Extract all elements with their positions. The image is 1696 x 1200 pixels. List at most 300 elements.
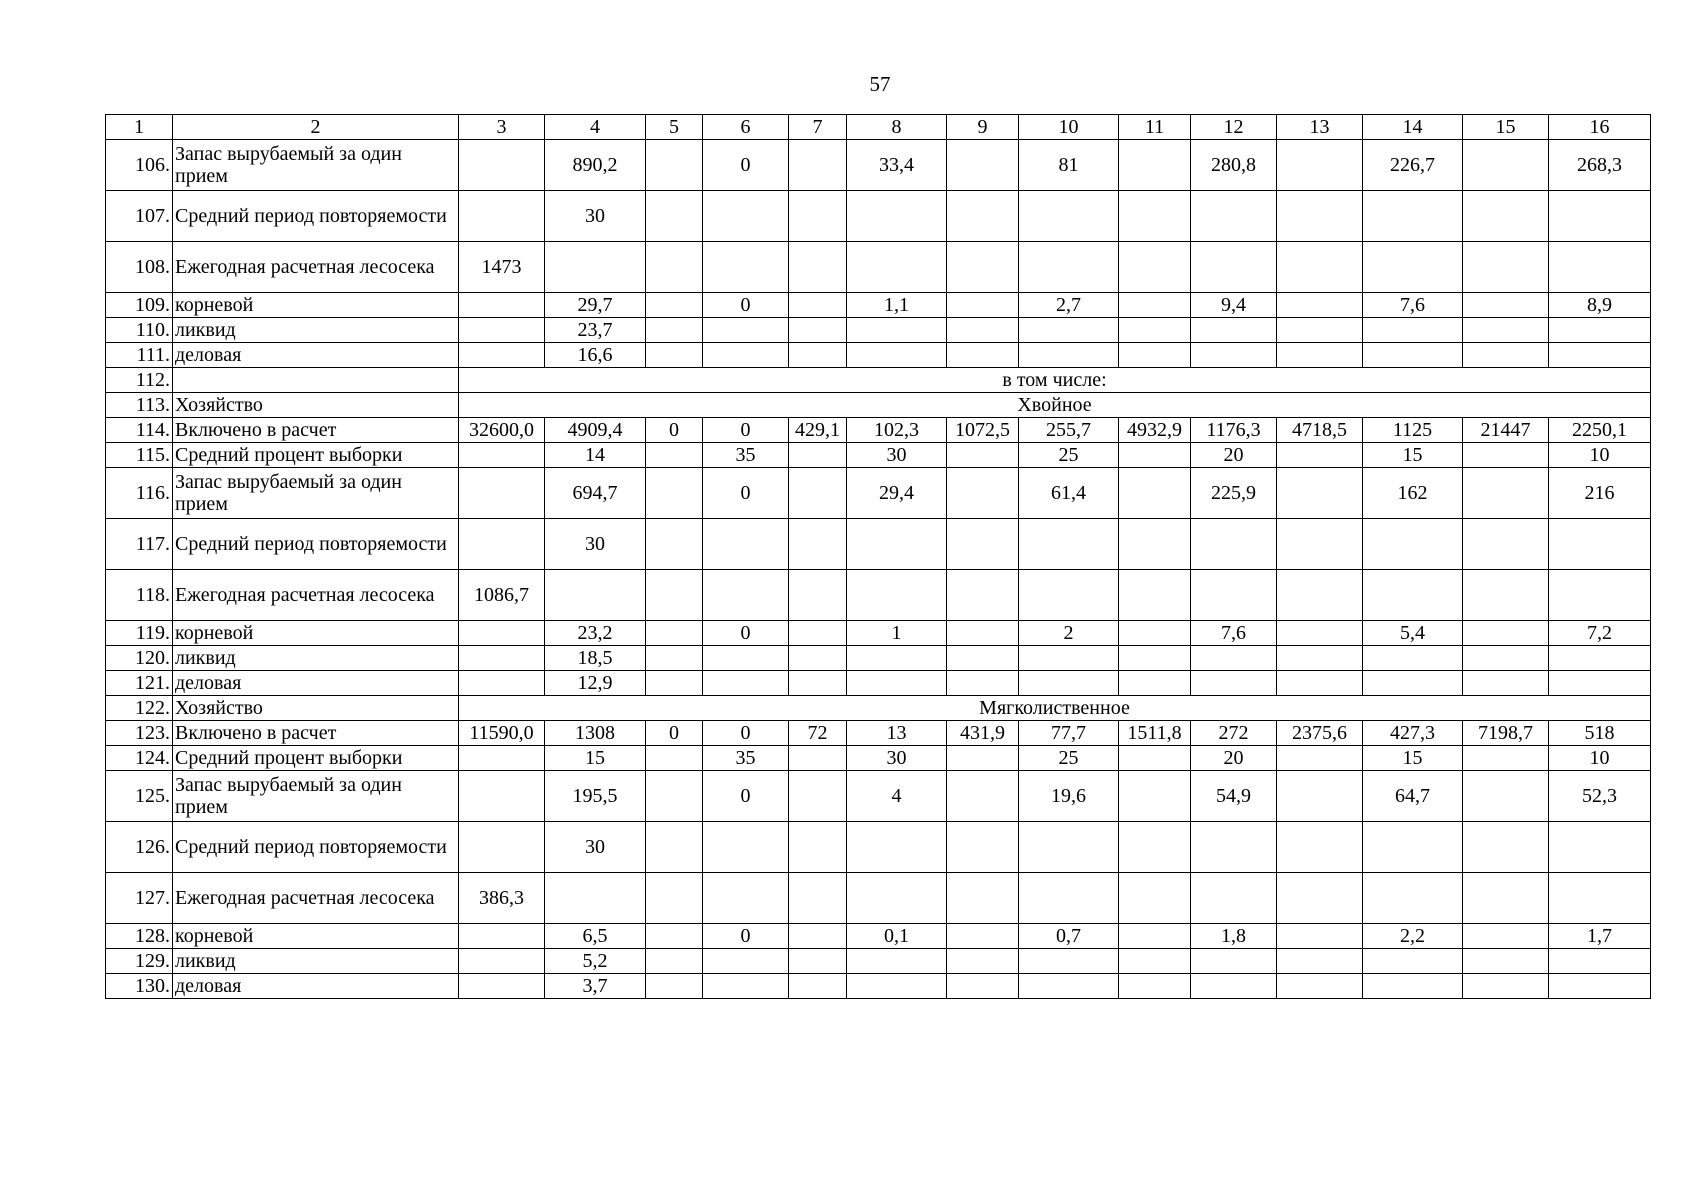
table-cell: 1308 xyxy=(545,721,646,746)
row-label-cell: корневой xyxy=(173,924,459,949)
table-cell xyxy=(789,873,847,924)
table-body xyxy=(106,115,1651,999)
table-cell xyxy=(947,873,1019,924)
table-cell xyxy=(1119,822,1191,873)
table-cell xyxy=(789,621,847,646)
table-cell: 226,7 xyxy=(1363,140,1463,191)
table-cell xyxy=(1277,949,1363,974)
table-cell: 64,7 xyxy=(1363,771,1463,822)
row-label-cell: Хозяйство xyxy=(173,696,459,721)
table-cell xyxy=(1363,974,1463,999)
table-cell xyxy=(847,191,947,242)
table-cell: 2,2 xyxy=(1363,924,1463,949)
table-cell xyxy=(459,343,545,368)
table-cell: 2250,1 xyxy=(1549,418,1651,443)
table-cell: 0 xyxy=(646,721,703,746)
table-cell xyxy=(1549,646,1651,671)
row-label-cell: деловая xyxy=(173,343,459,368)
table-cell: 429,1 xyxy=(789,418,847,443)
table-cell: 54,9 xyxy=(1191,771,1277,822)
table-cell xyxy=(1019,873,1119,924)
table-cell xyxy=(847,646,947,671)
table-cell: 30 xyxy=(847,443,947,468)
table-cell xyxy=(1463,191,1549,242)
row-number-cell: 110. xyxy=(106,318,173,343)
table-cell xyxy=(703,873,789,924)
table-cell xyxy=(1277,519,1363,570)
table-row xyxy=(106,873,1651,924)
row-label-cell: Средний период повторяемости xyxy=(173,822,459,873)
table-cell xyxy=(1463,468,1549,519)
table-cell: 9,4 xyxy=(1191,293,1277,318)
row-number-cell: 109. xyxy=(106,293,173,318)
table-cell xyxy=(1463,293,1549,318)
table-cell: 0 xyxy=(703,721,789,746)
table-header-cell: 7 xyxy=(789,115,847,140)
table-cell xyxy=(703,343,789,368)
table-cell xyxy=(459,519,545,570)
table-cell xyxy=(789,468,847,519)
table-cell xyxy=(1549,949,1651,974)
table-cell xyxy=(1277,191,1363,242)
table-cell xyxy=(1277,873,1363,924)
table-cell xyxy=(646,343,703,368)
table-cell: 280,8 xyxy=(1191,140,1277,191)
table-row xyxy=(106,924,1651,949)
table-cell xyxy=(1277,621,1363,646)
table-cell xyxy=(1119,671,1191,696)
page-number: 57 xyxy=(869,72,891,96)
table-cell xyxy=(1119,343,1191,368)
table-cell xyxy=(1119,140,1191,191)
table-cell xyxy=(459,140,545,191)
row-number-cell: 120. xyxy=(106,646,173,671)
table-cell xyxy=(1019,822,1119,873)
table-cell xyxy=(789,140,847,191)
table-cell xyxy=(947,822,1019,873)
table-cell xyxy=(847,519,947,570)
table-cell: 15 xyxy=(545,746,646,771)
table-cell xyxy=(1119,646,1191,671)
table-cell: 25 xyxy=(1019,443,1119,468)
row-number-cell: 115. xyxy=(106,443,173,468)
table-cell: 10 xyxy=(1549,746,1651,771)
table-cell xyxy=(1549,242,1651,293)
table-cell: 4718,5 xyxy=(1277,418,1363,443)
table-cell xyxy=(646,924,703,949)
table-row xyxy=(106,191,1651,242)
row-label-cell: Хозяйство xyxy=(173,393,459,418)
table-cell: 1125 xyxy=(1363,418,1463,443)
table-cell: 1473 xyxy=(459,242,545,293)
table-cell: 1176,3 xyxy=(1191,418,1277,443)
row-label-cell: Средний период повторяемости xyxy=(173,191,459,242)
table-header-cell: 9 xyxy=(947,115,1019,140)
table-cell: 1 xyxy=(847,621,947,646)
table-cell: 431,9 xyxy=(947,721,1019,746)
row-label-cell: ликвид xyxy=(173,318,459,343)
table-cell: 890,2 xyxy=(545,140,646,191)
row-number-cell: 128. xyxy=(106,924,173,949)
table-cell xyxy=(847,671,947,696)
row-number-cell: 125. xyxy=(106,771,173,822)
table-cell: 0 xyxy=(703,621,789,646)
table-cell: 33,4 xyxy=(847,140,947,191)
table-cell xyxy=(947,974,1019,999)
table-cell xyxy=(1277,771,1363,822)
table-cell xyxy=(1191,570,1277,621)
table-cell xyxy=(1549,974,1651,999)
table-cell xyxy=(1463,671,1549,696)
table-cell xyxy=(1277,468,1363,519)
table-cell xyxy=(1191,646,1277,671)
table-cell xyxy=(947,621,1019,646)
table-cell xyxy=(459,974,545,999)
table-cell: 2,7 xyxy=(1019,293,1119,318)
table-cell xyxy=(1119,519,1191,570)
table-cell xyxy=(459,318,545,343)
table-cell xyxy=(847,974,947,999)
table-cell xyxy=(1463,343,1549,368)
table-cell xyxy=(947,771,1019,822)
table-cell xyxy=(1019,343,1119,368)
row-number-cell: 119. xyxy=(106,621,173,646)
row-label-cell: Средний процент выборки xyxy=(173,443,459,468)
table-cell xyxy=(1019,191,1119,242)
table-row xyxy=(106,621,1651,646)
table-row xyxy=(106,468,1651,519)
table-cell: 77,7 xyxy=(1019,721,1119,746)
row-number-cell: 121. xyxy=(106,671,173,696)
table-header-cell: 3 xyxy=(459,115,545,140)
table-cell xyxy=(1277,343,1363,368)
table-cell xyxy=(646,293,703,318)
table-cell: 15 xyxy=(1363,746,1463,771)
table-cell xyxy=(703,519,789,570)
table-cell: 1,7 xyxy=(1549,924,1651,949)
table-cell xyxy=(459,293,545,318)
table-cell xyxy=(703,318,789,343)
table-cell xyxy=(1119,293,1191,318)
table-cell: 386,3 xyxy=(459,873,545,924)
table-cell xyxy=(947,443,1019,468)
row-number-cell: 127. xyxy=(106,873,173,924)
table-cell xyxy=(1019,974,1119,999)
table-cell: 518 xyxy=(1549,721,1651,746)
table-cell xyxy=(1463,519,1549,570)
table-cell: 1,8 xyxy=(1191,924,1277,949)
row-number-cell: 112. xyxy=(106,368,173,393)
table-cell xyxy=(459,468,545,519)
table-cell xyxy=(545,570,646,621)
table-cell xyxy=(703,822,789,873)
table-cell xyxy=(947,140,1019,191)
table-cell xyxy=(1277,974,1363,999)
table-cell xyxy=(1363,242,1463,293)
table-cell: 15 xyxy=(1363,443,1463,468)
row-number-cell: 123. xyxy=(106,721,173,746)
table-cell: 0 xyxy=(703,140,789,191)
table-cell xyxy=(1119,191,1191,242)
table-cell: 81 xyxy=(1019,140,1119,191)
table-cell xyxy=(1277,924,1363,949)
table-cell xyxy=(1463,443,1549,468)
row-number-cell: 108. xyxy=(106,242,173,293)
table-header-cell: 14 xyxy=(1363,115,1463,140)
table-cell xyxy=(1549,343,1651,368)
table-cell: 14 xyxy=(545,443,646,468)
table-cell xyxy=(789,974,847,999)
table-cell xyxy=(947,570,1019,621)
table-row xyxy=(106,343,1651,368)
table-cell xyxy=(646,570,703,621)
table-cell xyxy=(1463,242,1549,293)
row-number-cell: 117. xyxy=(106,519,173,570)
table-row xyxy=(106,974,1651,999)
table-cell: 0 xyxy=(703,924,789,949)
table-cell xyxy=(947,746,1019,771)
table-cell: 2375,6 xyxy=(1277,721,1363,746)
section-heading-cell: Хвойное xyxy=(459,393,1651,418)
table-cell xyxy=(1277,822,1363,873)
row-label-cell: Средний процент выборки xyxy=(173,746,459,771)
table-cell: 3,7 xyxy=(545,974,646,999)
table-cell xyxy=(1119,873,1191,924)
table-row xyxy=(106,393,1651,418)
table-cell xyxy=(1463,746,1549,771)
table-header-cell: 15 xyxy=(1463,115,1549,140)
table-cell xyxy=(789,519,847,570)
table-row xyxy=(106,746,1651,771)
table-cell: 4932,9 xyxy=(1119,418,1191,443)
table-cell xyxy=(703,671,789,696)
table-cell xyxy=(947,949,1019,974)
table-cell xyxy=(947,519,1019,570)
table-cell: 272 xyxy=(1191,721,1277,746)
table-row xyxy=(106,519,1651,570)
table-cell: 16,6 xyxy=(545,343,646,368)
table-cell xyxy=(789,318,847,343)
table-row xyxy=(106,318,1651,343)
table-header-cell: 12 xyxy=(1191,115,1277,140)
row-number-cell: 118. xyxy=(106,570,173,621)
row-number-cell: 130. xyxy=(106,974,173,999)
table-cell xyxy=(1119,771,1191,822)
table-cell xyxy=(1363,318,1463,343)
table-cell: 52,3 xyxy=(1549,771,1651,822)
table-cell: 4 xyxy=(847,771,947,822)
table-cell xyxy=(1019,519,1119,570)
table-cell: 13 xyxy=(847,721,947,746)
table-cell: 30 xyxy=(847,746,947,771)
table-cell xyxy=(459,191,545,242)
table-cell xyxy=(459,646,545,671)
row-number-cell: 107. xyxy=(106,191,173,242)
table-header-cell: 4 xyxy=(545,115,646,140)
table-cell xyxy=(1363,671,1463,696)
row-label-cell xyxy=(173,368,459,393)
table-cell xyxy=(646,646,703,671)
table-cell xyxy=(1363,343,1463,368)
table-header-cell: 13 xyxy=(1277,115,1363,140)
table-cell xyxy=(459,771,545,822)
row-label-cell: Запас вырубаемый за один прием xyxy=(173,140,459,191)
table-cell: 1072,5 xyxy=(947,418,1019,443)
table-cell xyxy=(459,924,545,949)
table-cell xyxy=(646,873,703,924)
table-cell xyxy=(1363,873,1463,924)
table-cell xyxy=(1191,671,1277,696)
table-cell: 7,2 xyxy=(1549,621,1651,646)
table-cell: 30 xyxy=(545,519,646,570)
row-number-cell: 111. xyxy=(106,343,173,368)
table-cell xyxy=(1463,140,1549,191)
table-header-cell: 6 xyxy=(703,115,789,140)
table-row xyxy=(106,570,1651,621)
table-cell xyxy=(459,443,545,468)
table-cell xyxy=(1191,949,1277,974)
table-cell xyxy=(1191,519,1277,570)
table-cell xyxy=(789,949,847,974)
table-cell xyxy=(1277,646,1363,671)
table-cell: 23,7 xyxy=(545,318,646,343)
table-row xyxy=(106,646,1651,671)
table-cell: 29,4 xyxy=(847,468,947,519)
table-cell xyxy=(847,242,947,293)
table-cell xyxy=(1119,949,1191,974)
table-cell xyxy=(1191,822,1277,873)
table-cell: 694,7 xyxy=(545,468,646,519)
table-cell xyxy=(459,671,545,696)
table-cell xyxy=(1463,621,1549,646)
table-cell xyxy=(1119,318,1191,343)
table-cell xyxy=(646,242,703,293)
table-cell: 0,7 xyxy=(1019,924,1119,949)
table-cell xyxy=(947,924,1019,949)
table-header-cell: 8 xyxy=(847,115,947,140)
table-cell: 32600,0 xyxy=(459,418,545,443)
row-label-cell: Ежегодная расчетная лесосека xyxy=(173,242,459,293)
table-cell xyxy=(1191,318,1277,343)
table-cell: 29,7 xyxy=(545,293,646,318)
section-heading-cell: Мягколиственное xyxy=(459,696,1651,721)
row-label-cell: Включено в расчет xyxy=(173,418,459,443)
table-cell xyxy=(847,570,947,621)
table-row xyxy=(106,696,1651,721)
table-cell xyxy=(1019,646,1119,671)
table-cell: 7198,7 xyxy=(1463,721,1549,746)
table-cell xyxy=(1119,621,1191,646)
section-heading-cell: в том числе: xyxy=(459,368,1651,393)
table-cell: 195,5 xyxy=(545,771,646,822)
table-cell xyxy=(703,570,789,621)
table-cell xyxy=(646,974,703,999)
table-cell: 20 xyxy=(1191,746,1277,771)
table-cell: 20 xyxy=(1191,443,1277,468)
table-cell xyxy=(1191,873,1277,924)
table-cell xyxy=(947,646,1019,671)
table-cell xyxy=(646,519,703,570)
table-cell: 18,5 xyxy=(545,646,646,671)
table-cell xyxy=(703,191,789,242)
table-cell xyxy=(1463,924,1549,949)
table-cell: 216 xyxy=(1549,468,1651,519)
row-label-cell: Ежегодная расчетная лесосека xyxy=(173,570,459,621)
table-cell: 1511,8 xyxy=(1119,721,1191,746)
table-cell xyxy=(789,443,847,468)
table-cell xyxy=(789,671,847,696)
table-row xyxy=(106,368,1651,393)
table-row xyxy=(106,822,1651,873)
table-row xyxy=(106,721,1651,746)
table-cell xyxy=(1019,949,1119,974)
table-cell: 7,6 xyxy=(1191,621,1277,646)
table-header-row xyxy=(106,115,1651,140)
table-cell: 0 xyxy=(703,468,789,519)
table-cell xyxy=(1119,924,1191,949)
table-cell xyxy=(1019,242,1119,293)
table-cell: 72 xyxy=(789,721,847,746)
table-cell: 1086,7 xyxy=(459,570,545,621)
table-cell xyxy=(847,873,947,924)
table-cell xyxy=(646,671,703,696)
table-cell xyxy=(459,822,545,873)
table-cell xyxy=(1277,140,1363,191)
table-header-cell: 10 xyxy=(1019,115,1119,140)
table-cell xyxy=(646,468,703,519)
table-cell xyxy=(1277,443,1363,468)
table-cell xyxy=(1191,191,1277,242)
table-cell xyxy=(1549,191,1651,242)
table-cell xyxy=(947,293,1019,318)
table-cell xyxy=(847,318,947,343)
row-label-cell: ликвид xyxy=(173,949,459,974)
table-cell xyxy=(847,822,947,873)
table-cell xyxy=(459,621,545,646)
table-cell xyxy=(646,746,703,771)
table-cell: 8,9 xyxy=(1549,293,1651,318)
table-cell xyxy=(1549,873,1651,924)
row-number-cell: 106. xyxy=(106,140,173,191)
row-number-cell: 126. xyxy=(106,822,173,873)
table-cell xyxy=(789,242,847,293)
table-cell xyxy=(789,570,847,621)
table-cell: 255,7 xyxy=(1019,418,1119,443)
row-number-cell: 129. xyxy=(106,949,173,974)
table-cell: 21447 xyxy=(1463,418,1549,443)
table-cell xyxy=(545,873,646,924)
table-cell xyxy=(646,140,703,191)
table-cell xyxy=(1463,771,1549,822)
table-cell xyxy=(1119,974,1191,999)
table-cell: 30 xyxy=(545,822,646,873)
table-cell xyxy=(789,771,847,822)
table-cell: 102,3 xyxy=(847,418,947,443)
row-label-cell: деловая xyxy=(173,974,459,999)
table-row xyxy=(106,671,1651,696)
table-cell: 0 xyxy=(646,418,703,443)
table-cell xyxy=(1191,242,1277,293)
table-row xyxy=(106,242,1651,293)
table-cell xyxy=(847,949,947,974)
table-cell: 5,2 xyxy=(545,949,646,974)
table-cell xyxy=(1463,822,1549,873)
table-cell xyxy=(1277,746,1363,771)
table-cell: 25 xyxy=(1019,746,1119,771)
table-cell: 5,4 xyxy=(1363,621,1463,646)
table-cell xyxy=(646,621,703,646)
table-cell xyxy=(1277,293,1363,318)
